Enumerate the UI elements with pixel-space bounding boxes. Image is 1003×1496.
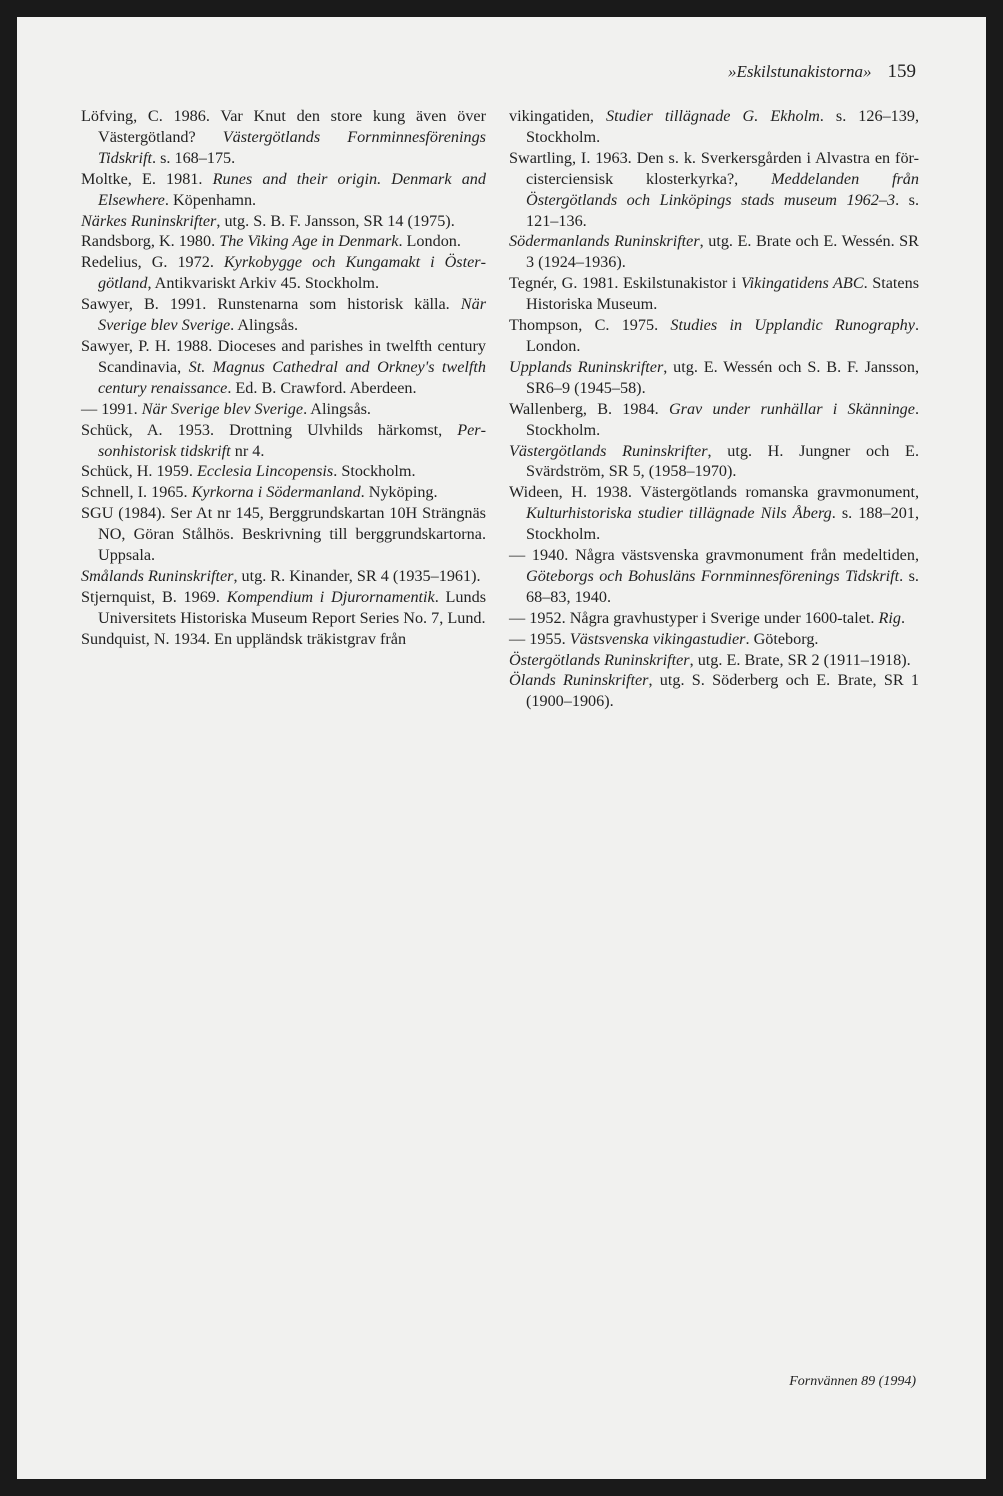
reference-entry bbox=[509, 148, 919, 232]
reference-text: . s. 121–136. bbox=[526, 190, 919, 230]
reference-italic-text: Östergötlands Runinskrifter bbox=[509, 650, 690, 669]
reference-text: — 1952. Några gravhustyper i Sverige under 1600-talet. bbox=[509, 608, 879, 627]
reference-text: , utg. E. Brate och E. Wessén. SR 3 (1924–1936). bbox=[526, 232, 919, 272]
reference-italic-text: Rig bbox=[878, 608, 901, 627]
reference-text: . Göteborg. bbox=[745, 629, 819, 648]
reference-italic-text: Grav under runhällar i Skänninge bbox=[668, 399, 915, 418]
reference-text: Sundquist, N. 1934. En uppländsk träkistgrav från bbox=[81, 629, 407, 648]
reference-italic-text: Närkes Runinskrifter bbox=[81, 211, 217, 230]
reference-text: Tegnér, G. 1981. Eskilstunakistor i bbox=[509, 274, 741, 293]
reference-text: , utg. H. Jungner och E. Svärdström, SR 5, (1958–1970). bbox=[526, 441, 919, 481]
reference-entry bbox=[509, 106, 919, 148]
reference-text: Thompson, C. 1975. bbox=[509, 316, 671, 335]
reference-text: Löfving, C. 1986. Var Knut den store kung även över Västergötland? bbox=[81, 107, 486, 146]
reference-text: nr 4. bbox=[230, 441, 265, 460]
reference-entry bbox=[509, 441, 919, 483]
reference-entry bbox=[81, 566, 486, 587]
reference-entry bbox=[81, 106, 486, 169]
reference-italic-text: När Sverige blev Sverige bbox=[98, 295, 486, 335]
reference-entry bbox=[81, 461, 486, 482]
reference-text: , utg. E. Wessén och S. B. F. Jansson, SR6–9 (1945–58). bbox=[526, 357, 919, 397]
reference-text: Wideen, H. 1938. Västergötlands romanska gravmonument, bbox=[509, 483, 919, 502]
reference-entry bbox=[509, 650, 919, 671]
reference-italic-text: Göteborgs och Bohusläns Fornminnesförenings Tidskrift bbox=[526, 566, 900, 585]
reference-italic-text: Västsvenska vikingastudier bbox=[569, 629, 746, 648]
reference-text: . Stockholm. bbox=[333, 462, 416, 481]
reference-entry bbox=[81, 211, 486, 232]
reference-text: Sawyer, B. 1991. Runstenarna som historisk källa. bbox=[81, 295, 461, 314]
reference-text: . s. 188–201, Stockholm. bbox=[526, 504, 919, 544]
journal-footer: Fornvännen 89 (1994) bbox=[789, 1374, 916, 1389]
reference-entry bbox=[81, 587, 486, 629]
reference-text: Schück, H. 1959. bbox=[81, 462, 197, 481]
reference-entry bbox=[81, 629, 486, 650]
reference-entry bbox=[81, 231, 486, 252]
reference-text: . s. 126–139, Stockholm. bbox=[526, 107, 920, 146]
reference-italic-text: Ecclesia Lincopensis bbox=[197, 462, 334, 481]
reference-text: . Alingsås. bbox=[230, 316, 299, 335]
reference-text: — 1955. bbox=[509, 629, 570, 648]
reference-text: . s. 68–83, 1940. bbox=[526, 566, 919, 606]
reference-text: — 1991. bbox=[81, 399, 142, 418]
reference-text: Wallenberg, B. 1984. bbox=[509, 399, 669, 418]
running-head bbox=[728, 61, 916, 83]
reference-entry bbox=[81, 503, 486, 566]
reference-text: . Alingsås. bbox=[303, 399, 371, 418]
reference-italic-text: Studies in Upplandic Runography bbox=[670, 316, 915, 335]
reference-entry bbox=[509, 399, 919, 441]
reference-italic-text: St. Magnus Cathedral and Orkney's twelfth century renaissance bbox=[98, 357, 486, 397]
reference-italic-text: Västergötlands Runinskrifter bbox=[509, 441, 708, 460]
reference-entry bbox=[509, 315, 919, 357]
reference-text: . Nyköping. bbox=[360, 483, 438, 502]
reference-text: , utg. S. Söderberg och E. Brate, SR 1 (1900–1906). bbox=[526, 671, 919, 711]
reference-italic-text: Västergötlands Fornminnesförenings Tidskrift bbox=[98, 127, 486, 167]
reference-entry bbox=[81, 294, 486, 336]
running-head-title: »Eskilstunakistorna» bbox=[727, 62, 872, 81]
reference-italic-text: Vikingatidens ABC bbox=[740, 274, 864, 293]
reference-italic-text: Meddelanden från Östergötlands och Linköpings stads museum 1962–3 bbox=[526, 169, 919, 209]
reference-text: . Ed. B. Crawford. Aberdeen. bbox=[227, 378, 417, 397]
reference-entry bbox=[509, 545, 919, 608]
reference-entry bbox=[509, 357, 919, 399]
reference-italic-text: Kompendium i Djurornamentik bbox=[226, 587, 435, 606]
reference-entry bbox=[81, 252, 486, 294]
reference-text: Moltke, E. 1981. bbox=[81, 169, 213, 188]
reference-text: Schnell, I. 1965. bbox=[81, 483, 192, 502]
reference-entry bbox=[509, 670, 919, 712]
reference-text: Stjernquist, B. 1969. bbox=[81, 587, 227, 606]
reference-italic-text: Studier tillägnade G. Ekholm bbox=[606, 107, 820, 125]
reference-italic-text: Upplands Runinskrifter bbox=[509, 357, 664, 376]
reference-entry bbox=[81, 336, 486, 399]
reference-italic-text: Kyrkobygge och Kungamakt i Östergötland bbox=[98, 253, 486, 293]
reference-text: Swartling, I. 1963. Den s. k. Sverkersgården i Alvastra en för-cisterciensisk klosterkyrka?, bbox=[509, 148, 919, 188]
reference-entry bbox=[81, 169, 486, 211]
reference-italic-text: Ölands Runinskrifter bbox=[509, 671, 649, 690]
reference-text: SGU (1984). Ser At nr 145, Berggrundskartan 10H Strängnäs NO, Göran Stålhös. Beskrivning till berggrundskartorna. Uppsala. bbox=[81, 504, 486, 565]
reference-text: Redelius, G. 1972. bbox=[81, 253, 224, 272]
reference-entry bbox=[509, 273, 919, 315]
reference-italic-text: Kyrkorna i Södermanland bbox=[191, 483, 361, 502]
reference-text: . London. bbox=[526, 316, 920, 355]
reference-text: , utg. E. Brate, SR 2 (1911–1918). bbox=[689, 650, 911, 669]
reference-text: . bbox=[901, 608, 906, 627]
reference-italic-text: När Sverige blev Sverige bbox=[141, 399, 304, 418]
reference-text: — 1940. Några västsvenska gravmonument från medeltiden, bbox=[509, 546, 919, 565]
reference-entry bbox=[509, 608, 919, 629]
reference-text: . London. bbox=[398, 232, 461, 251]
reference-text: , utg. S. B. F. Jansson, SR 14 (1975). bbox=[216, 211, 455, 230]
reference-entry bbox=[509, 482, 919, 545]
reference-text: Randsborg, K. 1980. bbox=[81, 232, 220, 251]
reference-entry bbox=[81, 482, 486, 503]
reference-entry bbox=[81, 399, 486, 420]
reference-text: , Antikvariskt Arkiv 45. Stockholm. bbox=[147, 274, 380, 293]
reference-text: Sawyer, P. H. 1988. Dioceses and parishes in twelfth century Scandinavia, bbox=[81, 336, 486, 376]
reference-text: . Statens Historiska Museum. bbox=[526, 274, 920, 314]
reference-italic-text: Kulturhistoriska studier tillägnade Nils Åberg bbox=[526, 504, 832, 523]
reference-italic-text: Personhistorisk tidskrift bbox=[98, 420, 486, 460]
reference-italic-text: Runes and their origin. Denmark and Elsewhere bbox=[98, 169, 486, 209]
reference-italic-text: Smålands Runinskrifter bbox=[81, 566, 234, 585]
reference-text: . Köpenhamn. bbox=[164, 190, 257, 209]
reference-italic-text: The Viking Age in Denmark bbox=[219, 232, 399, 251]
reference-text: , utg. R. Kinander, SR 4 (1935–1961). bbox=[233, 566, 481, 585]
reference-text: . s. 168–175. bbox=[151, 148, 236, 167]
reference-entry bbox=[81, 420, 486, 462]
reference-entry bbox=[509, 231, 919, 273]
reference-column-right bbox=[509, 106, 919, 712]
reference-text: . Lunds Universitets Historiska Museum Report Series No. 7, Lund. bbox=[98, 587, 486, 627]
page-number: 159 bbox=[887, 61, 916, 82]
document-page bbox=[17, 17, 986, 1479]
reference-text: Schück, A. 1953. Drottning Ulvhilds härkomst, bbox=[81, 420, 458, 439]
reference-text: vikingatiden, bbox=[509, 107, 607, 125]
reference-column-left bbox=[81, 106, 486, 650]
reference-text: . Stockholm. bbox=[526, 399, 919, 439]
reference-entry bbox=[509, 629, 919, 650]
reference-italic-text: Södermanlands Runinskrifter bbox=[509, 232, 700, 251]
